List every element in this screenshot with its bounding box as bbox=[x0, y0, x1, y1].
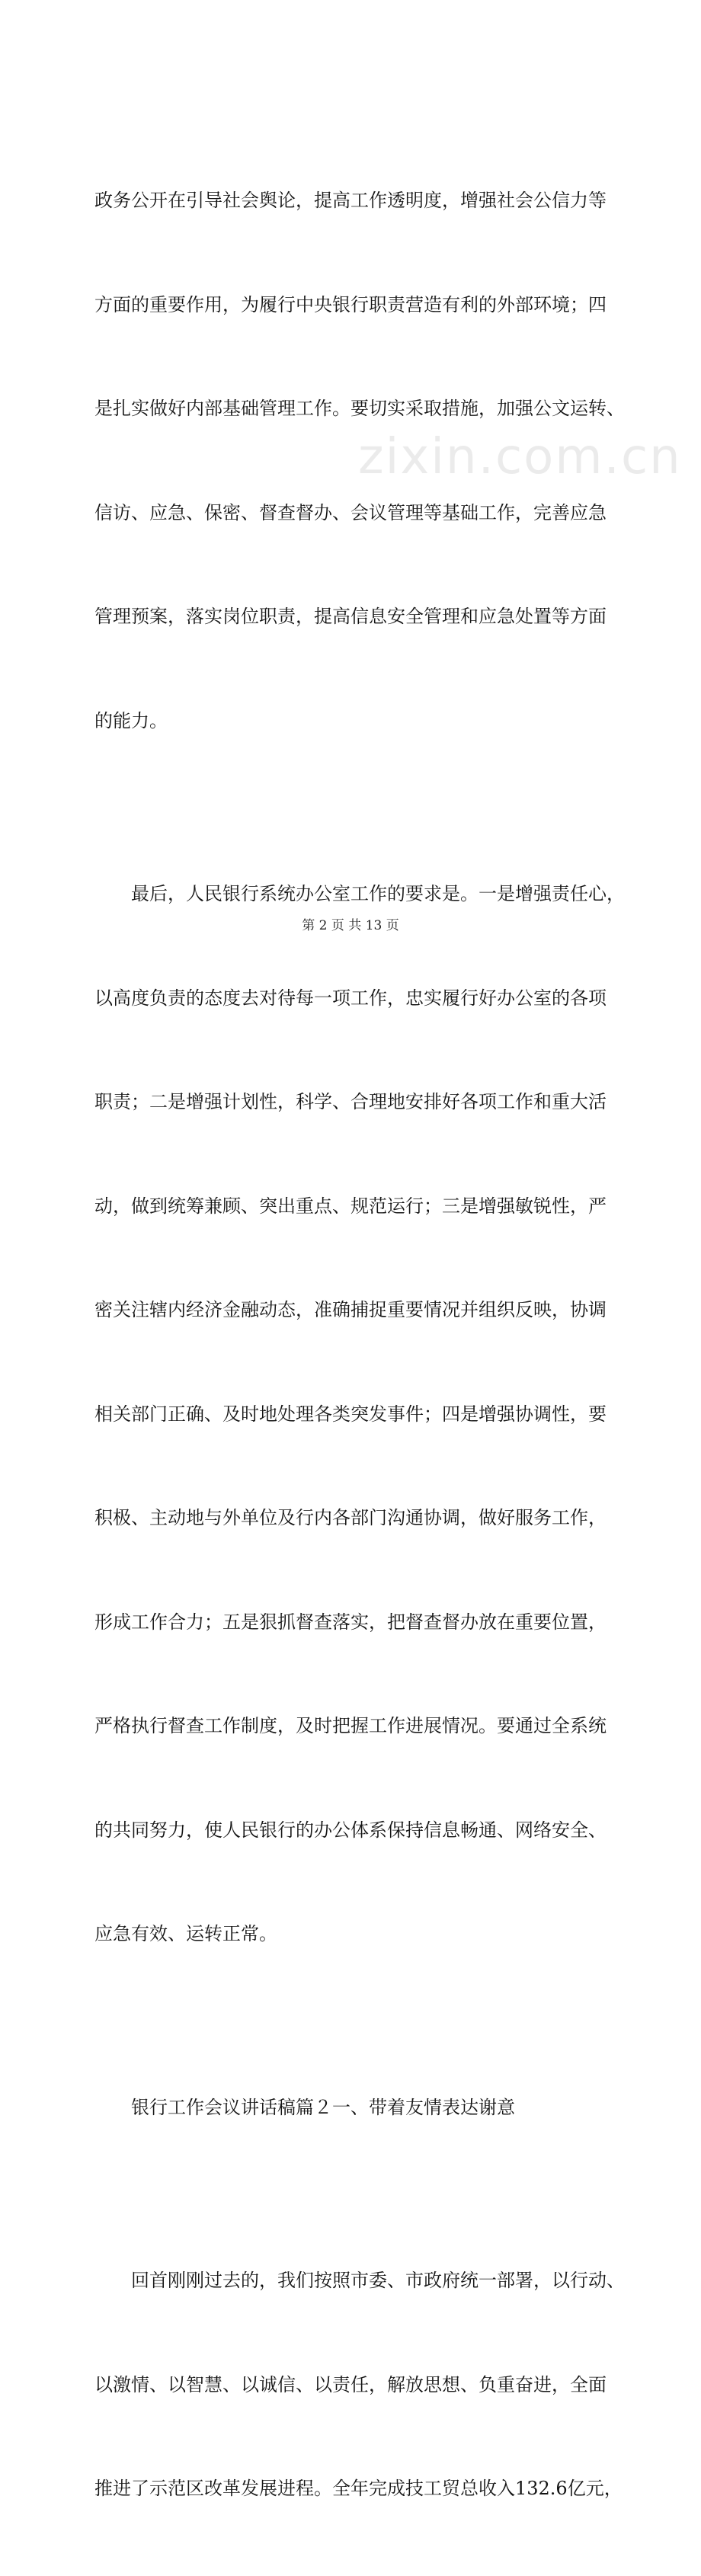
text-line: 回首刚刚过去的，我们按照市委、市政府统一部署，以行动、 bbox=[94, 2270, 625, 2291]
text-line: 银行工作会议讲话稿篇２一、带着友情表达谢意 bbox=[94, 2096, 515, 2118]
paragraph-1 bbox=[94, 114, 628, 808]
text-line: 积极、主动地与外单位及行内各部门沟通协调，做好服务工作， bbox=[94, 1507, 607, 1528]
text-line: 以高度负责的态度去对待每一项工作，忠实履行好办公室的各项 bbox=[94, 987, 607, 1009]
text-line: 是扎实做好内部基础管理工作。要切实采取措施，加强公文运转、 bbox=[94, 398, 625, 419]
text-line: 最后，人民银行系统办公室工作的要求是。一是增强责任心， bbox=[94, 883, 625, 904]
text-line: 信访、应急、保密、督查督办、会议管理等基础工作，完善应急 bbox=[94, 501, 607, 523]
text-line: 的能力。 bbox=[94, 709, 168, 731]
text-line: 严格执行督查工作制度，及时把握工作进展情况。要通过全系统 bbox=[94, 1715, 607, 1736]
text-line: 的共同努力，使人民银行的办公体系保持信息畅通、网络安全、 bbox=[94, 1819, 607, 1841]
text-line: 管理预案，落实岗位职责，提高信息安全管理和应急处置等方面 bbox=[94, 606, 607, 627]
text-line: 密关注辖内经济金融动态，准确捕捉重要情况并组织反映，协调 bbox=[94, 1299, 607, 1320]
paragraph-2 bbox=[94, 808, 628, 2021]
watermark: zixin.com.cn bbox=[358, 429, 682, 485]
text-line: 政务公开在引导社会舆论，提高工作透明度，增强社会公信力等 bbox=[94, 190, 607, 211]
text-line: 相关部门正确、及时地处理各类突发事件；四是增强协调性，要 bbox=[94, 1403, 607, 1425]
section-heading bbox=[94, 2021, 628, 2195]
text-line: 动，做到统筹兼顾、突出重点、规范运行；三是增强敏锐性，严 bbox=[94, 1195, 607, 1217]
text-line: 应急有效、运转正常。 bbox=[94, 1923, 277, 1944]
document-body bbox=[94, 114, 628, 2576]
text-line: 职责；二是增强计划性，科学、合理地安排好各项工作和重大活 bbox=[94, 1091, 607, 1112]
text-line: 方面的重要作用，为履行中央银行职责营造有利的外部环境；四 bbox=[94, 293, 607, 315]
paragraph-3 bbox=[94, 2194, 628, 2576]
text-line: 推进了示范区改革发展进程。全年完成技工贸总收入132.6亿元， bbox=[94, 2478, 623, 2499]
text-line: 形成工作合力；五是狠抓督查落实，把督查督办放在重要位置， bbox=[94, 1611, 607, 1633]
text-line: 以激情、以智慧、以诚信、以责任，解放思想、负重奋进，全面 bbox=[94, 2373, 607, 2395]
page-footer: 第 2 页 共 13 页 bbox=[302, 918, 399, 933]
